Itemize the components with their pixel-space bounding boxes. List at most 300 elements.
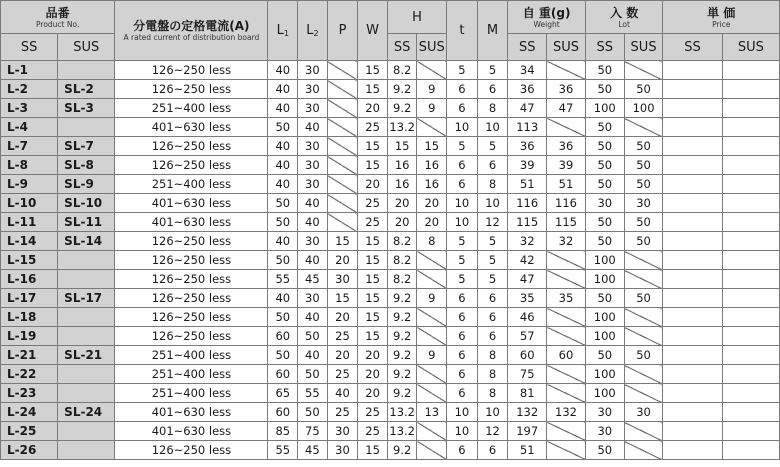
sus-code-cell: SL-8 bbox=[58, 156, 115, 175]
h-sus-cell: 9 bbox=[417, 80, 447, 99]
t-cell: 6 bbox=[447, 99, 478, 118]
sus-code-cell: SL-2 bbox=[58, 80, 115, 99]
price-ss-cell bbox=[663, 308, 722, 327]
w-cell: 15 bbox=[358, 441, 388, 460]
ss-code-cell: L-2 bbox=[1, 80, 58, 99]
weight-ss-cell: 81 bbox=[508, 384, 547, 403]
l1-cell: 50 bbox=[268, 308, 298, 327]
sus-code-cell bbox=[58, 251, 115, 270]
lot-sus-cell bbox=[624, 384, 663, 403]
current-cell: 401~630 less bbox=[115, 118, 268, 137]
h-sus-cell: 20 bbox=[417, 194, 447, 213]
m-cell: 8 bbox=[477, 365, 508, 384]
price-sus-cell bbox=[722, 137, 779, 156]
t-cell: 5 bbox=[447, 61, 478, 80]
ss-code-cell: L-25 bbox=[1, 422, 58, 441]
l2-cell: 50 bbox=[298, 365, 328, 384]
table-row bbox=[1, 61, 780, 80]
sus-code-cell bbox=[58, 384, 115, 403]
price-jp: 単 価 bbox=[707, 5, 736, 20]
lot-ss-cell: 30 bbox=[585, 194, 624, 213]
weight-ss-cell: 113 bbox=[508, 118, 547, 137]
t-cell: 6 bbox=[447, 327, 478, 346]
h-sus-cell bbox=[417, 422, 447, 441]
l2-cell: 50 bbox=[298, 403, 328, 422]
sus-code-cell bbox=[58, 61, 115, 80]
sus-code-cell: SL-21 bbox=[58, 346, 115, 365]
lot-ss-cell: 50 bbox=[585, 289, 624, 308]
lot-sus-cell bbox=[624, 422, 663, 441]
lot-sus-cell: 50 bbox=[624, 137, 663, 156]
price-ss-cell bbox=[663, 403, 722, 422]
lot-sus-subheader: SUS bbox=[624, 34, 663, 61]
p-cell: 15 bbox=[327, 289, 358, 308]
table-row bbox=[1, 327, 780, 346]
lot-sus-cell bbox=[624, 251, 663, 270]
t-cell: 6 bbox=[447, 80, 478, 99]
m-cell: 8 bbox=[477, 175, 508, 194]
sus-code-cell: SL-3 bbox=[58, 99, 115, 118]
p-cell bbox=[327, 213, 358, 232]
weight-ss-cell: 47 bbox=[508, 99, 547, 118]
l1-cell: 50 bbox=[268, 251, 298, 270]
weight-ss-cell: 115 bbox=[508, 213, 547, 232]
sus-code-cell bbox=[58, 422, 115, 441]
price-ss-cell bbox=[663, 346, 722, 365]
current-cell: 126~250 less bbox=[115, 61, 268, 80]
weight-sus-cell bbox=[547, 365, 586, 384]
h-ss-cell: 9.2 bbox=[387, 327, 417, 346]
price-sus-cell bbox=[722, 422, 779, 441]
lot-ss-cell: 50 bbox=[585, 61, 624, 80]
w-cell: 20 bbox=[358, 365, 388, 384]
weight-sus-cell: 36 bbox=[547, 80, 586, 99]
ss-code-cell: L-19 bbox=[1, 327, 58, 346]
l2-cell: 30 bbox=[298, 61, 328, 80]
weight-ss-cell: 51 bbox=[508, 441, 547, 460]
w-cell: 15 bbox=[358, 156, 388, 175]
table-row bbox=[1, 99, 780, 118]
l1-cell: 60 bbox=[268, 327, 298, 346]
t-cell: 5 bbox=[447, 270, 478, 289]
m-cell: 8 bbox=[477, 346, 508, 365]
h-header: H bbox=[387, 1, 446, 34]
h-ss-cell: 9.2 bbox=[387, 365, 417, 384]
w-cell: 25 bbox=[358, 422, 388, 441]
price-sus-cell bbox=[722, 156, 779, 175]
weight-sus-cell bbox=[547, 384, 586, 403]
lot-sus-cell bbox=[624, 365, 663, 384]
h-sus-cell bbox=[417, 251, 447, 270]
lot-ss-cell: 50 bbox=[585, 175, 624, 194]
sus-code-cell: SL-11 bbox=[58, 213, 115, 232]
t-cell: 6 bbox=[447, 156, 478, 175]
h-ss-cell: 16 bbox=[387, 175, 417, 194]
current-cell: 251~400 less bbox=[115, 384, 268, 403]
w-header: W bbox=[358, 1, 388, 61]
current-cell: 126~250 less bbox=[115, 289, 268, 308]
l2-cell: 30 bbox=[298, 232, 328, 251]
weight-sus-cell bbox=[547, 251, 586, 270]
table-row bbox=[1, 213, 780, 232]
sus-code-cell bbox=[58, 327, 115, 346]
lot-sus-cell: 50 bbox=[624, 80, 663, 99]
p-cell: 40 bbox=[327, 384, 358, 403]
lot-sus-cell: 50 bbox=[624, 175, 663, 194]
weight-jp: 自 重(g) bbox=[522, 5, 571, 20]
price-sus-cell bbox=[722, 213, 779, 232]
p-cell: 30 bbox=[327, 422, 358, 441]
lot-ss-cell: 100 bbox=[585, 384, 624, 403]
weight-ss-cell: 197 bbox=[508, 422, 547, 441]
current-en: A rated current of distribution board bbox=[123, 33, 260, 42]
price-ss-cell bbox=[663, 118, 722, 137]
table-row bbox=[1, 194, 780, 213]
m-cell: 5 bbox=[477, 251, 508, 270]
ss-code-cell: L-11 bbox=[1, 213, 58, 232]
price-sus-cell bbox=[722, 346, 779, 365]
lot-sus-cell bbox=[624, 441, 663, 460]
current-cell: 126~250 less bbox=[115, 156, 268, 175]
p-cell: 25 bbox=[327, 327, 358, 346]
weight-ss-subheader: SS bbox=[508, 34, 547, 61]
m-header: M bbox=[477, 1, 508, 61]
table-row bbox=[1, 118, 780, 137]
ss-code-cell: L-10 bbox=[1, 194, 58, 213]
price-sus-cell bbox=[722, 251, 779, 270]
l1-cell: 40 bbox=[268, 137, 298, 156]
t-cell: 6 bbox=[447, 346, 478, 365]
ss-code-cell: L-1 bbox=[1, 61, 58, 80]
weight-sus-cell: 51 bbox=[547, 175, 586, 194]
l2-cell: 40 bbox=[298, 308, 328, 327]
p-cell bbox=[327, 175, 358, 194]
l2-cell: 55 bbox=[298, 384, 328, 403]
price-sus-subheader: SUS bbox=[722, 34, 779, 61]
lot-sus-cell: 100 bbox=[624, 99, 663, 118]
price-sus-cell bbox=[722, 99, 779, 118]
w-cell: 15 bbox=[358, 327, 388, 346]
price-sus-cell bbox=[722, 327, 779, 346]
price-ss-cell bbox=[663, 384, 722, 403]
l1-cell: 50 bbox=[268, 194, 298, 213]
price-ss-cell bbox=[663, 213, 722, 232]
lot-ss-subheader: SS bbox=[585, 34, 624, 61]
table-body bbox=[1, 61, 780, 460]
current-cell: 126~250 less bbox=[115, 80, 268, 99]
l2-cell: 40 bbox=[298, 118, 328, 137]
t-cell: 10 bbox=[447, 422, 478, 441]
l1-cell: 65 bbox=[268, 384, 298, 403]
sus-code-cell: SL-24 bbox=[58, 403, 115, 422]
weight-sus-cell bbox=[547, 61, 586, 80]
lot-ss-cell: 30 bbox=[585, 403, 624, 422]
weight-ss-cell: 60 bbox=[508, 346, 547, 365]
price-sus-cell bbox=[722, 270, 779, 289]
table-row bbox=[1, 80, 780, 99]
current-cell: 251~400 less bbox=[115, 99, 268, 118]
current-cell: 126~250 less bbox=[115, 270, 268, 289]
lot-ss-cell: 50 bbox=[585, 118, 624, 137]
sus-code-cell: SL-9 bbox=[58, 175, 115, 194]
sus-code-cell: SL-17 bbox=[58, 289, 115, 308]
sus-code-cell bbox=[58, 441, 115, 460]
l2-cell: 75 bbox=[298, 422, 328, 441]
h-ss-cell: 16 bbox=[387, 156, 417, 175]
p-cell bbox=[327, 99, 358, 118]
h-ss-cell: 20 bbox=[387, 213, 417, 232]
sus-code-cell bbox=[58, 270, 115, 289]
price-sus-cell bbox=[722, 80, 779, 99]
h-sus-cell bbox=[417, 327, 447, 346]
l1-cell: 40 bbox=[268, 175, 298, 194]
w-cell: 25 bbox=[358, 118, 388, 137]
ss-code-cell: L-7 bbox=[1, 137, 58, 156]
price-ss-cell bbox=[663, 289, 722, 308]
price-sus-cell bbox=[722, 384, 779, 403]
p-cell bbox=[327, 80, 358, 99]
w-cell: 15 bbox=[358, 308, 388, 327]
price-sus-cell bbox=[722, 289, 779, 308]
weight-sus-cell: 115 bbox=[547, 213, 586, 232]
l2-cell: 30 bbox=[298, 175, 328, 194]
h-ss-cell: 15 bbox=[387, 137, 417, 156]
lot-sus-cell bbox=[624, 327, 663, 346]
l2-cell: 40 bbox=[298, 194, 328, 213]
sus-code-cell: SL-14 bbox=[58, 232, 115, 251]
w-cell: 25 bbox=[358, 403, 388, 422]
p-cell bbox=[327, 118, 358, 137]
t-cell: 6 bbox=[447, 365, 478, 384]
p-cell: 25 bbox=[327, 365, 358, 384]
weight-ss-cell: 116 bbox=[508, 194, 547, 213]
table-row bbox=[1, 365, 780, 384]
weight-header bbox=[508, 1, 586, 34]
l1-cell: 60 bbox=[268, 365, 298, 384]
m-cell: 6 bbox=[477, 327, 508, 346]
h-sus-cell bbox=[417, 384, 447, 403]
ss-code-cell: L-22 bbox=[1, 365, 58, 384]
weight-ss-cell: 36 bbox=[508, 80, 547, 99]
product-no-jp: 品番 bbox=[45, 5, 70, 20]
weight-en: Weight bbox=[533, 19, 560, 29]
ss-code-cell: L-21 bbox=[1, 346, 58, 365]
h-ss-cell: 8.2 bbox=[387, 270, 417, 289]
price-ss-cell bbox=[663, 80, 722, 99]
t-header: t bbox=[447, 1, 478, 61]
lot-sus-cell bbox=[624, 61, 663, 80]
t-cell: 6 bbox=[447, 175, 478, 194]
weight-sus-cell bbox=[547, 422, 586, 441]
price-ss-subheader: SS bbox=[663, 34, 722, 61]
weight-sus-cell: 116 bbox=[547, 194, 586, 213]
price-ss-cell bbox=[663, 422, 722, 441]
table-row bbox=[1, 175, 780, 194]
h-sus-cell: 8 bbox=[417, 232, 447, 251]
t-cell: 10 bbox=[447, 213, 478, 232]
sus-code-cell bbox=[58, 308, 115, 327]
current-cell: 401~630 less bbox=[115, 403, 268, 422]
h-sus-cell bbox=[417, 441, 447, 460]
lot-en: Lot bbox=[618, 19, 630, 29]
weight-ss-cell: 42 bbox=[508, 251, 547, 270]
m-cell: 10 bbox=[477, 118, 508, 137]
m-cell: 6 bbox=[477, 308, 508, 327]
table-row bbox=[1, 251, 780, 270]
weight-sus-cell: 35 bbox=[547, 289, 586, 308]
w-cell: 20 bbox=[358, 346, 388, 365]
w-cell: 15 bbox=[358, 232, 388, 251]
p-cell: 30 bbox=[327, 441, 358, 460]
ss-code-cell: L-15 bbox=[1, 251, 58, 270]
m-cell: 10 bbox=[477, 403, 508, 422]
h-sus-cell bbox=[417, 61, 447, 80]
lot-ss-cell: 50 bbox=[585, 80, 624, 99]
ss-code-cell: L-23 bbox=[1, 384, 58, 403]
current-cell: 251~400 less bbox=[115, 175, 268, 194]
table-header bbox=[1, 1, 780, 61]
l1-cell: 60 bbox=[268, 403, 298, 422]
p-cell: 30 bbox=[327, 270, 358, 289]
m-cell: 5 bbox=[477, 270, 508, 289]
price-ss-cell bbox=[663, 99, 722, 118]
sus-code-cell bbox=[58, 118, 115, 137]
weight-ss-cell: 75 bbox=[508, 365, 547, 384]
w-cell: 20 bbox=[358, 384, 388, 403]
lot-ss-cell: 50 bbox=[585, 232, 624, 251]
h-sus-cell: 20 bbox=[417, 213, 447, 232]
current-cell: 126~250 less bbox=[115, 137, 268, 156]
t-cell: 6 bbox=[447, 441, 478, 460]
current-cell: 401~630 less bbox=[115, 194, 268, 213]
lot-sus-cell: 50 bbox=[624, 213, 663, 232]
h-sus-cell bbox=[417, 270, 447, 289]
lot-sus-cell bbox=[624, 118, 663, 137]
weight-sus-cell: 47 bbox=[547, 99, 586, 118]
h-ss-cell: 8.2 bbox=[387, 251, 417, 270]
ss-code-cell: L-26 bbox=[1, 441, 58, 460]
m-cell: 6 bbox=[477, 156, 508, 175]
l1-cell: 40 bbox=[268, 289, 298, 308]
price-sus-cell bbox=[722, 118, 779, 137]
sus-code-cell: SL-7 bbox=[58, 137, 115, 156]
w-cell: 15 bbox=[358, 270, 388, 289]
l2-cell: 45 bbox=[298, 270, 328, 289]
p-cell: 20 bbox=[327, 346, 358, 365]
ss-code-cell: L-4 bbox=[1, 118, 58, 137]
ss-code-cell: L-3 bbox=[1, 99, 58, 118]
sus-code-cell bbox=[58, 365, 115, 384]
price-ss-cell bbox=[663, 137, 722, 156]
current-jp: 分電盤の定格電流(A) bbox=[133, 19, 250, 33]
weight-sus-cell bbox=[547, 327, 586, 346]
table-row bbox=[1, 422, 780, 441]
h-sus-cell: 9 bbox=[417, 346, 447, 365]
m-cell: 6 bbox=[477, 441, 508, 460]
price-ss-cell bbox=[663, 365, 722, 384]
weight-ss-cell: 46 bbox=[508, 308, 547, 327]
m-cell: 10 bbox=[477, 194, 508, 213]
current-cell: 251~400 less bbox=[115, 365, 268, 384]
t-cell: 5 bbox=[447, 137, 478, 156]
ss-code-cell: L-14 bbox=[1, 232, 58, 251]
weight-ss-cell: 36 bbox=[508, 137, 547, 156]
l1-cell: 40 bbox=[268, 99, 298, 118]
weight-sus-cell bbox=[547, 308, 586, 327]
lot-ss-cell: 100 bbox=[585, 270, 624, 289]
l1-cell: 85 bbox=[268, 422, 298, 441]
product-no-header bbox=[1, 1, 115, 34]
weight-ss-cell: 51 bbox=[508, 175, 547, 194]
w-cell: 25 bbox=[358, 213, 388, 232]
current-cell: 401~630 less bbox=[115, 213, 268, 232]
h-sus-cell bbox=[417, 118, 447, 137]
current-cell: 126~250 less bbox=[115, 251, 268, 270]
lot-ss-cell: 50 bbox=[585, 213, 624, 232]
lot-sus-cell: 50 bbox=[624, 289, 663, 308]
lot-ss-cell: 50 bbox=[585, 156, 624, 175]
weight-ss-cell: 32 bbox=[508, 232, 547, 251]
h-sus-subheader: SUS bbox=[417, 34, 447, 61]
sus-code-cell: SL-10 bbox=[58, 194, 115, 213]
weight-ss-cell: 34 bbox=[508, 61, 547, 80]
price-sus-cell bbox=[722, 308, 779, 327]
h-ss-cell: 13.2 bbox=[387, 403, 417, 422]
w-cell: 20 bbox=[358, 175, 388, 194]
table-row bbox=[1, 289, 780, 308]
lot-ss-cell: 50 bbox=[585, 137, 624, 156]
w-cell: 20 bbox=[358, 99, 388, 118]
table-row bbox=[1, 270, 780, 289]
weight-ss-cell: 132 bbox=[508, 403, 547, 422]
price-sus-cell bbox=[722, 441, 779, 460]
price-sus-cell bbox=[722, 232, 779, 251]
current-cell: 401~630 less bbox=[115, 422, 268, 441]
table-row bbox=[1, 156, 780, 175]
price-ss-cell bbox=[663, 61, 722, 80]
lot-ss-cell: 100 bbox=[585, 327, 624, 346]
m-cell: 8 bbox=[477, 99, 508, 118]
t-cell: 10 bbox=[447, 194, 478, 213]
l1-cell: 40 bbox=[268, 232, 298, 251]
price-ss-cell bbox=[663, 232, 722, 251]
ss-code-cell: L-17 bbox=[1, 289, 58, 308]
h-ss-cell: 9.2 bbox=[387, 308, 417, 327]
price-ss-cell bbox=[663, 175, 722, 194]
p-cell bbox=[327, 137, 358, 156]
table-row bbox=[1, 403, 780, 422]
weight-sus-cell: 132 bbox=[547, 403, 586, 422]
p-cell bbox=[327, 194, 358, 213]
l1-cell: 40 bbox=[268, 61, 298, 80]
lot-header bbox=[585, 1, 663, 34]
weight-sus-cell: 60 bbox=[547, 346, 586, 365]
m-cell: 6 bbox=[477, 289, 508, 308]
price-en: Price bbox=[712, 19, 731, 29]
t-cell: 5 bbox=[447, 232, 478, 251]
h-ss-cell: 13.2 bbox=[387, 422, 417, 441]
l1-cell: 50 bbox=[268, 213, 298, 232]
m-cell: 8 bbox=[477, 384, 508, 403]
price-sus-cell bbox=[722, 194, 779, 213]
l2-cell: 30 bbox=[298, 137, 328, 156]
h-ss-cell: 9.2 bbox=[387, 80, 417, 99]
ss-code-cell: L-8 bbox=[1, 156, 58, 175]
l2-cell: 30 bbox=[298, 80, 328, 99]
w-cell: 15 bbox=[358, 137, 388, 156]
table-row bbox=[1, 346, 780, 365]
table-row bbox=[1, 384, 780, 403]
